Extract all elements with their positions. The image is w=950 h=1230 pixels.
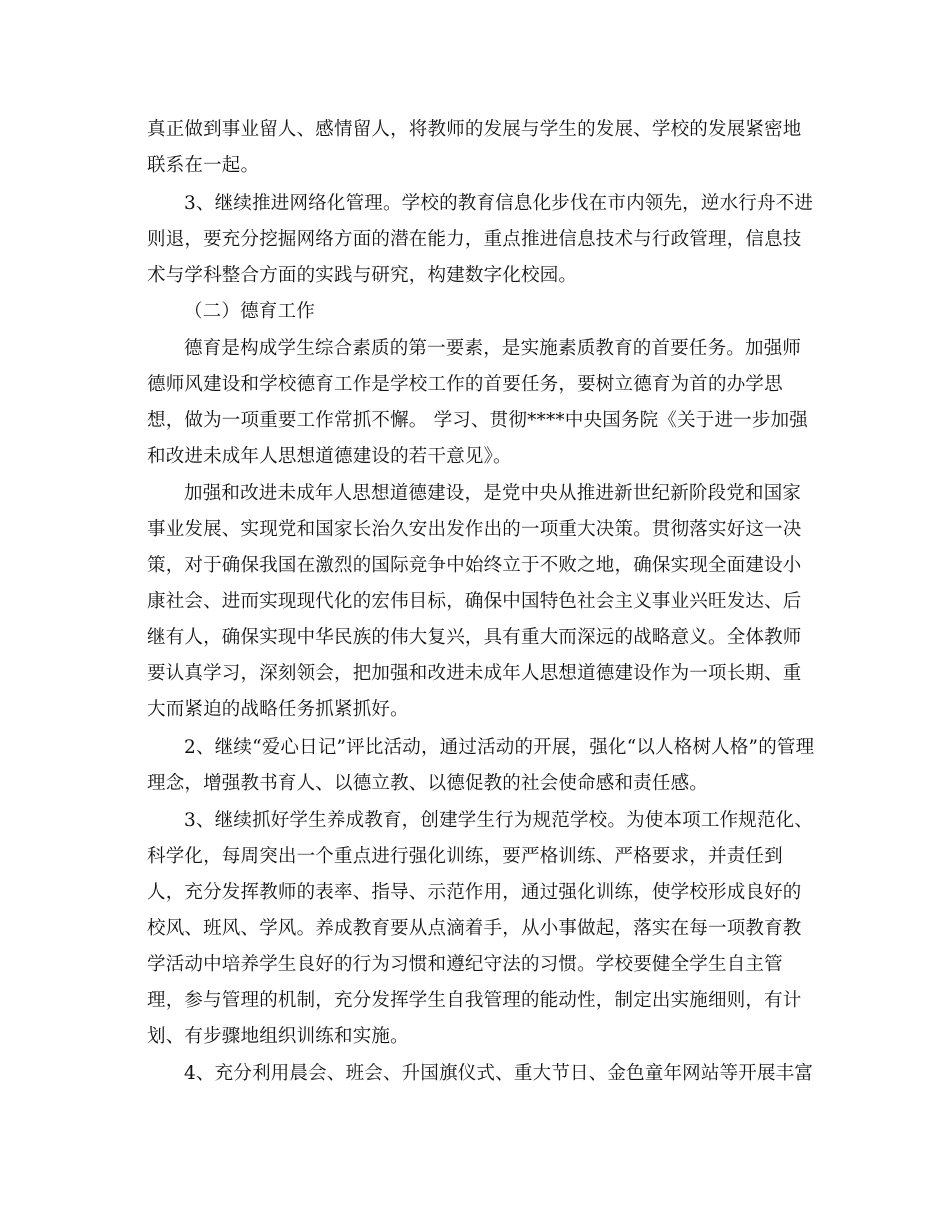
text-line: 康社会、进而实现现代化的宏伟目标，确保中国特色社会主义事业兴旺发达、后 xyxy=(147,591,802,612)
text-line: 人，充分发挥教师的表率、指导、示范作用，通过强化训练，使学校形成良好的 xyxy=(147,882,802,903)
text-line: 术与学科整合方面的实践与研究，构建数字化校园。 xyxy=(147,265,578,286)
text-line: 要认真学习，深刻领会，把加强和改进未成年人思想道德建设作为一项长期、重 xyxy=(147,663,802,684)
text-line: 策，对于确保我国在激烈的国际竞争中始终立于不败之地，确保实现全面建设小 xyxy=(147,555,802,576)
text-line: 学活动中培养学生良好的行为习惯和遵纪守法的习惯。学校要健全学生自主管 xyxy=(147,954,783,975)
paragraph-first-line: 加强和改进未成年人思想道德建设，是党中央从推进新世纪新阶段党和国家 xyxy=(184,483,802,504)
text-line: 划、有步骤地组织训练和实施。 xyxy=(147,1026,409,1047)
text-line: 想，做为一项重要工作常抓不懈。 学习、贯彻****中央国务院《关于进一步加强 xyxy=(147,410,808,431)
text-line: 大而紧迫的战略任务抓紧抓好。 xyxy=(147,699,409,720)
text-line: 则退，要充分挖掘网络方面的潜在能力，重点推进信息技术与行政管理，信息技 xyxy=(147,229,802,250)
text-line: 和改进未成年人思想道德建设的若干意见》。 xyxy=(147,446,512,467)
paragraph-first-line: 3、继续抓好学生养成教育，创建学生行为规范学校。为使本项工作规范化、 xyxy=(184,810,814,831)
text-line: 理，参与管理的机制，充分发挥学生自我管理的能动性，制定出实施细则，有计 xyxy=(147,990,802,1011)
paragraph-first-line: 德育是构成学生综合素质的第一要素，是实施素质教育的首要任务。加强师 xyxy=(184,338,802,359)
text-line: 真正做到事业留人、感情留人，将教师的发展与学生的发展、学校的发展紧密地 xyxy=(147,119,802,140)
section-heading: （二）德育工作 xyxy=(184,301,315,322)
text-line: 继有人，确保实现中华民族的伟大复兴，具有重大而深远的战略意义。全体教师 xyxy=(147,627,802,648)
paragraph-first-line: 4、充分利用晨会、班会、升国旗仪式、重大节日、金色童年网站等开展丰富 xyxy=(184,1063,814,1084)
text-line: 联系在一起。 xyxy=(147,155,260,176)
paragraph-first-line: 3、继续推进网络化管理。学校的教育信息化步伐在市内领先，逆水行舟不进 xyxy=(184,193,814,214)
text-line: 科学化，每周突出一个重点进行强化训练，要严格训练、严格要求，并责任到 xyxy=(147,846,783,867)
paragraph-first-line: 2、继续“爱心日记”评比活动，通过活动的开展，强化“以人格树人格”的管理 xyxy=(184,737,815,758)
text-line: 事业发展、实现党和国家长治久安出发作出的一项重大决策。贯彻落实好这一决 xyxy=(147,519,802,540)
text-line: 理念，增强教书育人、以德立教、以德促教的社会使命感和责任感。 xyxy=(147,773,709,794)
text-line: 校风、班风、学风。养成教育要从点滴着手，从小事做起，落实在每一项教育教 xyxy=(147,918,802,939)
text-line: 德师风建设和学校德育工作是学校工作的首要任务，要树立德育为首的办学思 xyxy=(147,374,783,395)
